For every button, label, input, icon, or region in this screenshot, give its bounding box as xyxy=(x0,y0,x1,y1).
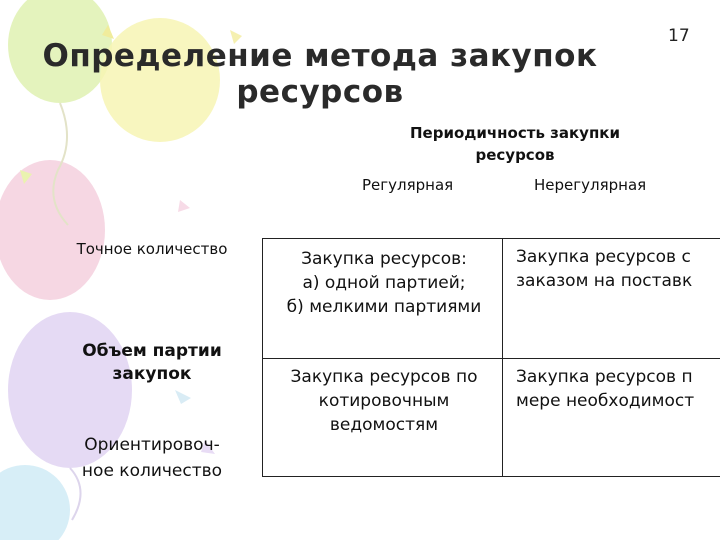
row-label-line: Объем партии xyxy=(82,341,222,361)
cell-line: Закупка ресурсов: xyxy=(301,249,467,269)
page-number: 17 xyxy=(668,26,690,46)
cell-line: Закупка ресурсов п xyxy=(516,367,693,387)
table-border-left xyxy=(262,238,263,477)
cell-line: котировочным xyxy=(318,391,450,411)
cell-line: Закупка ресурсов с xyxy=(516,247,691,267)
row-label-approx-quantity xyxy=(52,432,252,484)
table-cell-irregular-volume xyxy=(516,365,720,413)
title-line: ресурсов xyxy=(236,74,404,110)
row-label-line: Ориентировоч- xyxy=(84,435,220,455)
table-divider-vertical xyxy=(502,238,503,477)
header-line: Периодичность закупки xyxy=(409,124,620,142)
column-header-irregular: Нерегулярная xyxy=(534,176,647,194)
table-cell-regular-volume xyxy=(266,365,502,437)
header-line: ресурсов xyxy=(475,146,555,164)
table-divider-horizontal xyxy=(262,358,720,359)
row-label-batch-volume xyxy=(52,340,252,386)
cell-line: Закупка ресурсов по xyxy=(290,367,478,387)
table-border-bottom xyxy=(262,476,720,477)
row-label-line: закупок xyxy=(112,364,192,384)
table-border-top xyxy=(262,238,720,239)
title-line: Определение метода закупок xyxy=(42,38,598,74)
cell-line: ведомостям xyxy=(329,415,439,435)
cell-line: заказом на поставк xyxy=(516,271,693,291)
cell-line: мере необходимост xyxy=(516,391,695,411)
table-cell-irregular-exact xyxy=(516,245,720,293)
cell-line: а) одной партией; xyxy=(302,273,466,293)
row-label-exact-quantity: Точное количество xyxy=(76,240,228,258)
row-label-line: ное количество xyxy=(81,461,223,481)
column-header-regular: Регулярная xyxy=(362,176,454,194)
cell-line: б) мелкими партиями xyxy=(286,297,482,317)
slide-title xyxy=(40,38,600,110)
table-group-header xyxy=(370,122,660,166)
table-cell-regular-exact xyxy=(266,247,502,319)
